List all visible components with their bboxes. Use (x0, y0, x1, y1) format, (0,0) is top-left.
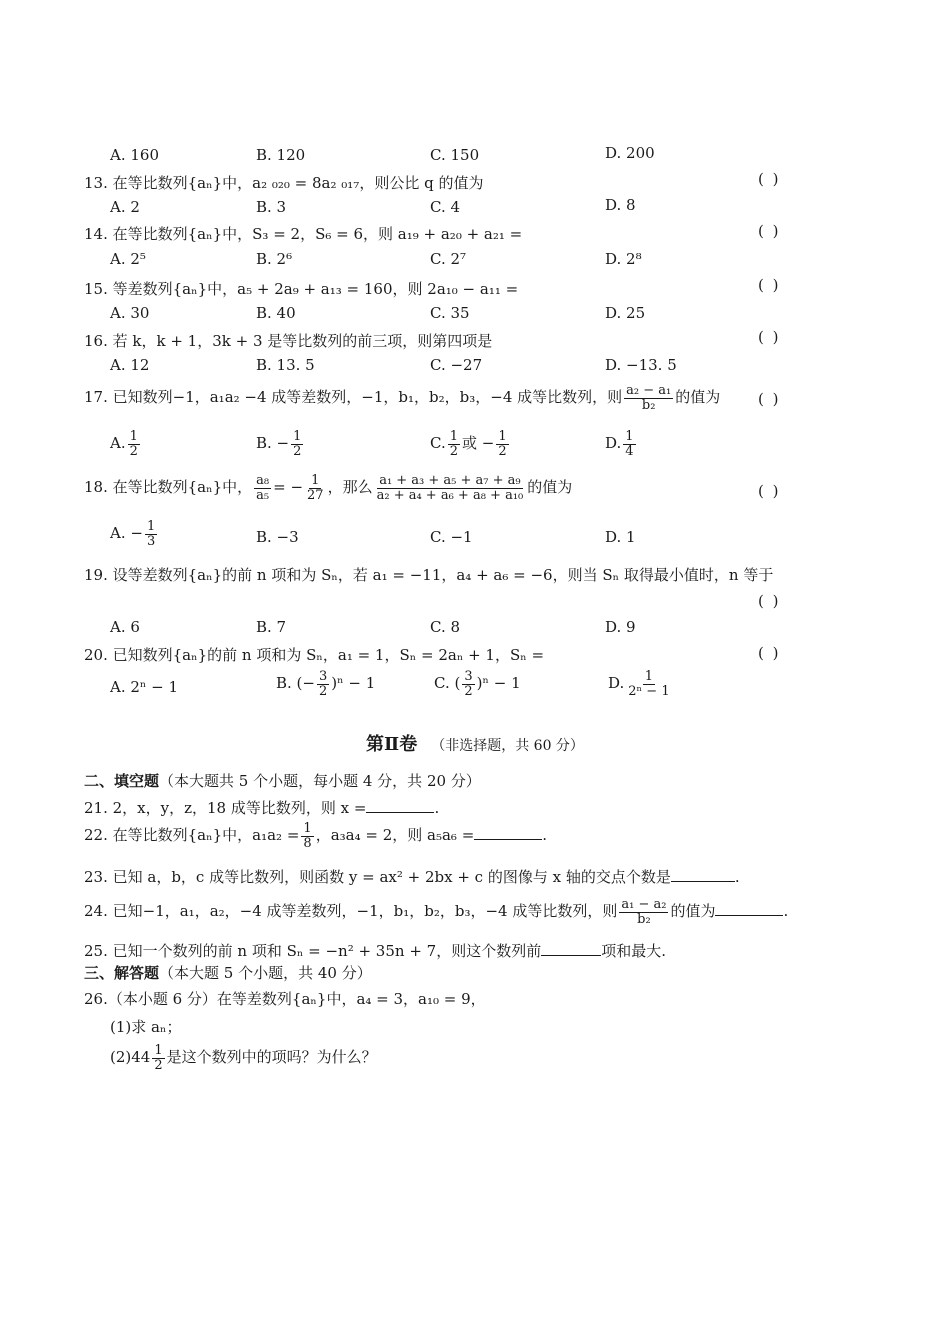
section3-heading: 三、解答题 (84, 964, 160, 982)
q17-d-den: 4 (625, 443, 634, 459)
q13-option-d: D. 8 (605, 196, 636, 214)
q17-b-frac (291, 430, 303, 458)
q16-option-a: A. 12 (110, 356, 150, 374)
q20-b-num: 3 (318, 669, 328, 684)
q18-frac3 (375, 474, 526, 502)
q18-f2-num: 1 (311, 473, 320, 488)
q26-part2-den: 2 (154, 1057, 163, 1073)
q22-post: ，a₃a₄ = 2，则 a₅a₆ = (315, 826, 475, 845)
q18-option-d: D. 1 (605, 528, 636, 546)
q18-a-label: A. − (110, 524, 143, 543)
q20-b-post: )ⁿ − 1 (331, 674, 376, 693)
q18-a-frac (145, 520, 157, 548)
q17-c-frac2 (496, 430, 508, 458)
q14-option-c: C. 2⁷ (430, 250, 467, 268)
q20-d-label: D. (608, 674, 625, 693)
q17-c-num2: 1 (498, 429, 507, 444)
q20-stem: 20. 已知数列{aₙ}的前 n 项和为 Sₙ，a₁ = 1，Sₙ = 2aₙ + 1，Sₙ = (84, 646, 545, 664)
q21-line (84, 797, 439, 818)
q22-frac-num: 1 (303, 821, 312, 836)
q20-d-frac (626, 670, 671, 698)
q17-a-label: A. (110, 434, 126, 453)
q17-c-label: C. (430, 434, 446, 453)
q22-frac-den: 8 (303, 835, 312, 851)
q22-frac (301, 822, 313, 850)
q20-c-post: )ⁿ − 1 (476, 674, 521, 693)
q15-option-d: D. 25 (605, 304, 646, 322)
q18-option-c: C. −1 (430, 528, 473, 546)
q12-option-a: A. 160 (110, 146, 159, 164)
q20-c-num: 3 (464, 669, 473, 684)
q26-part2-pre: (2)44 (110, 1048, 151, 1067)
q24-line (84, 898, 788, 926)
q25-post: 项和最大. (601, 942, 666, 960)
q13-option-c: C. 4 (430, 198, 461, 216)
q17-b-den: 2 (293, 443, 302, 459)
q21-blank[interactable] (366, 800, 434, 813)
section2-note: （本大题共 5 个小题，每小题 4 分，共 20 分） (159, 772, 481, 790)
q19-option-d: D. 9 (605, 618, 636, 636)
q24-post: 的值为 (670, 902, 716, 921)
q26-part2-frac (152, 1044, 164, 1072)
q17-stem-line (84, 384, 720, 412)
q17-c-den1: 2 (449, 443, 458, 459)
q16-option-b: B. 13. 5 (256, 356, 315, 374)
q18-frac2 (305, 474, 326, 502)
q20-c-label: C. ( (434, 674, 461, 693)
q26-stem: 26.（本小题 6 分）在等差数列{aₙ}中，a₄ = 3，a₁₀ = 9， (84, 990, 486, 1008)
q16-option-d: D. −13. 5 (605, 356, 677, 374)
q18-f1-num: a₈ (256, 473, 270, 488)
q18-f3-num: a₁ + a₃ + a₅ + a₇ + a₉ (379, 473, 521, 488)
q19-stem: 19. 设等差数列{aₙ}的前 n 项和为 Sₙ，若 a₁ = −11，a₄ + a₆ = −6，则当 Sₙ 取得最小值时，n 等于 (84, 566, 774, 584)
section2-heading: 二、填空题 (84, 772, 160, 790)
q17-d-label: D. (605, 434, 622, 453)
q26-part2-line (110, 1044, 377, 1072)
q13-stem: 13. 在等比数列{aₙ}中，a₂ ₀₂₀ = 8a₂ ₀₁₇，则公比 q 的值为 (84, 174, 484, 192)
part2-title (0, 730, 950, 756)
q14-stem: 14. 在等比数列{aₙ}中，S₃ = 2，S₆ = 6，则 a₁₉ + a₂₀ + a₂₁ = (84, 225, 523, 243)
q15-stem: 15. 等差数列{aₙ}中，a₅ + 2a₉ + a₁₃ = 160，则 2a₁₀ − a₁₁ = (84, 280, 519, 298)
q17-d-num: 1 (625, 429, 634, 444)
q18-f3-den: a₂ + a₄ + a₆ + a₈ + a₁₀ (376, 487, 524, 503)
q15-answer-paren: ( ) (758, 276, 781, 294)
q24-blank[interactable] (715, 903, 783, 916)
section3-heading-line (84, 962, 372, 983)
q15-option-c: C. 35 (430, 304, 470, 322)
q12-option-d: D. 200 (605, 144, 655, 162)
q17-option-b (256, 430, 305, 458)
q21-text: 21. 2，x，y，z，18 成等比数列，则 x = (84, 799, 367, 817)
q12-option-c: C. 150 (430, 146, 480, 164)
q18-f2-den: 27 (307, 487, 324, 503)
q14-option-b: B. 2⁶ (256, 250, 293, 268)
q17-b-num: 1 (293, 429, 302, 444)
q17-stem: 17. 已知数列−1，a₁a₂ −4 成等差数列，−1，b₁，b₂，b₃，−4 成等比数列，则 (84, 388, 623, 407)
q13-answer-paren: ( ) (758, 170, 781, 188)
q23-end: . (734, 868, 740, 886)
q17-c-frac1 (448, 430, 460, 458)
q26-part2-post: 是这个数列中的项吗？为什么？ (166, 1048, 377, 1067)
q20-option-d (608, 670, 674, 698)
q18-option-a (110, 520, 159, 548)
q20-option-a: A. 2ⁿ − 1 (110, 678, 179, 696)
q24-frac-den: b₂ (637, 911, 651, 927)
q22-end: . (542, 826, 548, 845)
q18-tail: 的值为 (527, 478, 573, 497)
q16-option-c: C. −27 (430, 356, 483, 374)
q17-b-label: B. − (256, 434, 290, 453)
q18-stem: 18. 在等比数列{aₙ}中， (84, 478, 253, 497)
q17-answer-paren: ( ) (758, 390, 781, 408)
q17-option-c (430, 430, 511, 458)
section3-note: （本大题 5 个小题，共 40 分） (159, 964, 372, 982)
q18-a-num: 1 (146, 519, 156, 534)
q19-option-b: B. 7 (256, 618, 287, 636)
q24-pre: 24. 已知−1，a₁，a₂，−4 成等差数列，−1，b₁，b₂，b₃，−4 成等比数列，则 (84, 902, 618, 921)
q18-option-b: B. −3 (256, 528, 299, 546)
q20-answer-paren: ( ) (758, 644, 781, 662)
q12-option-b: B. 120 (256, 146, 306, 164)
q25-pre: 25. 已知一个数列的前 n 项和 Sₙ = −n² + 35n + 7，则这个数列前 (84, 942, 542, 960)
q22-line (84, 822, 547, 850)
q13-option-a: A. 2 (110, 198, 140, 216)
q17-a-num: 1 (129, 429, 138, 444)
q17-c-den2: 2 (498, 443, 507, 459)
q14-option-d: D. 2⁸ (605, 250, 642, 268)
q21-end: . (434, 799, 440, 817)
q18-answer-paren: ( ) (758, 482, 781, 500)
part2-main-title: 第Ⅱ卷 (366, 734, 418, 755)
q20-option-b (276, 670, 375, 698)
q25-line (84, 940, 666, 961)
q23-text: 23. 已知 a，b，c 成等比数列，则函数 y = ax² + 2bx + c 的图像与 x 轴的交点个数是 (84, 868, 671, 886)
q18-stem-line (84, 474, 572, 502)
q18-a-den: 3 (146, 533, 156, 549)
q18-mid2: ，那么 (327, 478, 373, 497)
q13-option-b: B. 3 (256, 198, 287, 216)
q20-d-den: 2ⁿ − 1 (628, 683, 670, 699)
q19-option-c: C. 8 (430, 618, 461, 636)
part2-subtitle: （非选择题，共 60 分） (431, 738, 584, 754)
q19-option-a: A. 6 (110, 618, 140, 636)
q14-option-a: A. 2⁵ (110, 250, 146, 268)
q25-blank[interactable] (541, 943, 601, 956)
q20-b-label: B. (− (276, 674, 315, 693)
q17-d-frac (623, 430, 635, 458)
q20-b-den: 2 (318, 683, 328, 699)
q17-c-mid: 或 − (462, 434, 495, 453)
q20-c-frac (462, 670, 474, 698)
q22-blank[interactable] (474, 827, 542, 840)
q18-f1-den: a₅ (256, 487, 270, 503)
q22-pre: 22. 在等比数列{aₙ}中，a₁a₂ = (84, 826, 300, 845)
q15-option-b: B. 40 (256, 304, 296, 322)
q17-option-a (110, 430, 142, 458)
q23-blank[interactable] (671, 869, 735, 882)
q19-answer-paren: ( ) (758, 592, 781, 610)
q20-b-frac (317, 670, 329, 698)
q17-option-d (605, 430, 638, 458)
q23-line (84, 866, 740, 887)
q26-part1: (1)求 aₙ； (110, 1018, 182, 1036)
q20-d-num: 1 (644, 669, 654, 684)
q24-frac-num: a₁ − a₂ (621, 897, 667, 912)
q17-fraction (624, 384, 673, 412)
q17-a-den: 2 (129, 443, 138, 459)
q15-option-a: A. 30 (110, 304, 150, 322)
q24-end: . (783, 902, 789, 921)
q16-stem: 16. 若 k，k + 1，3k + 3 是等比数列的前三项，则第四项是 (84, 332, 493, 350)
q20-c-den: 2 (464, 683, 473, 699)
q17-a-frac (128, 430, 140, 458)
q20-option-c (434, 670, 521, 698)
q18-frac1 (254, 474, 271, 502)
section2-heading-line (84, 770, 481, 791)
q18-mid1: = − (273, 478, 304, 497)
q16-answer-paren: ( ) (758, 328, 781, 346)
q17-frac-num: a₂ − a₁ (626, 383, 672, 398)
q26-part2-num: 1 (154, 1043, 163, 1058)
q17-frac-den: b₂ (641, 397, 656, 413)
q14-answer-paren: ( ) (758, 222, 781, 240)
q24-frac (619, 898, 668, 926)
q17-tail: 的值为 (675, 388, 721, 407)
q17-c-num1: 1 (449, 429, 458, 444)
